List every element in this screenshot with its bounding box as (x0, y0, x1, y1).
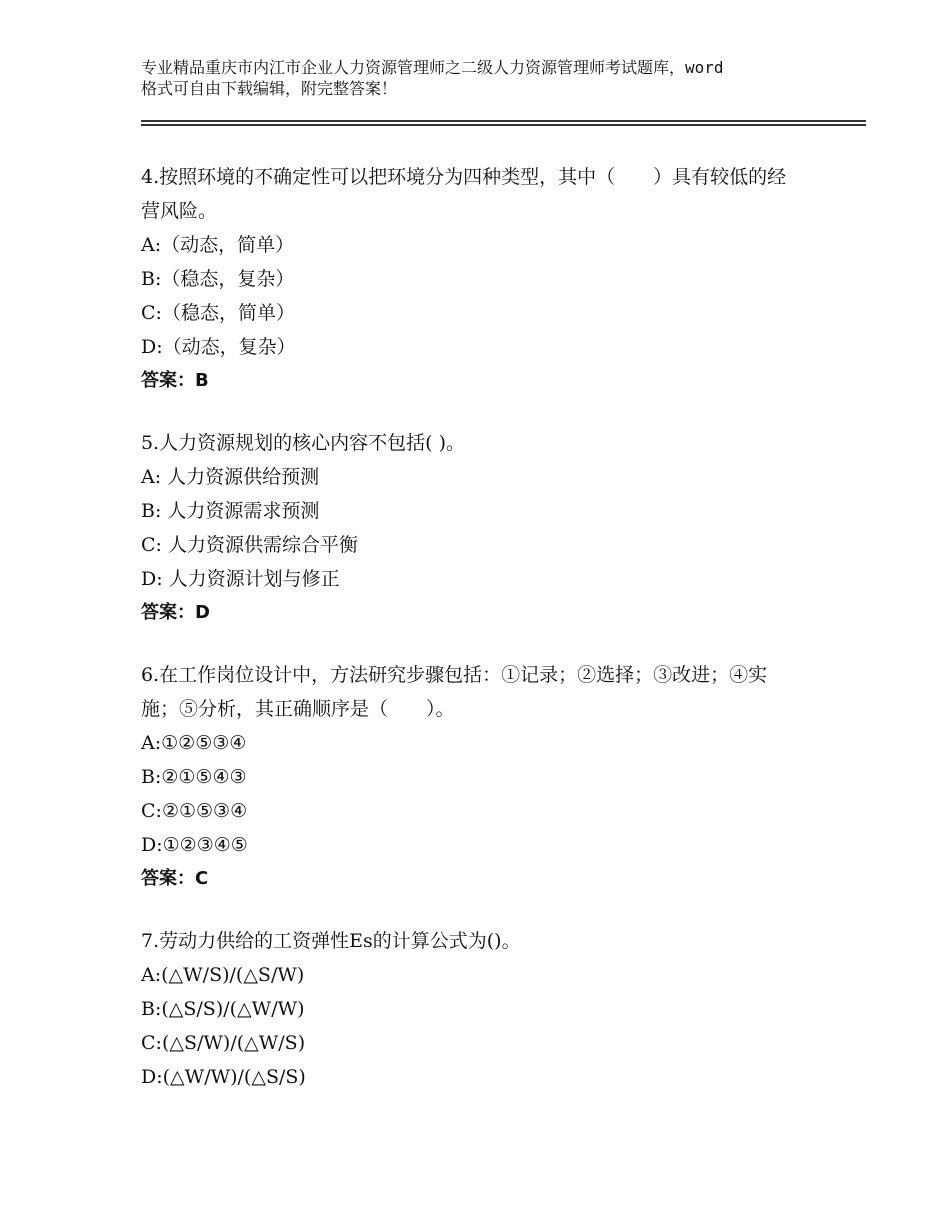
question-6 (141, 658, 801, 896)
option-b: B:(△S/S)/(△W/W) (141, 998, 305, 1020)
option-b: B:②①⑤④③ (141, 766, 247, 788)
option-b: B:（稳态，复杂） (141, 268, 295, 290)
option-c: C:（稳态，简单） (141, 302, 295, 324)
option-a: A:①②⑤③④ (141, 732, 247, 754)
header-line-2: 格式可自由下载编辑，附完整答案！ (141, 79, 398, 98)
question-5 (141, 426, 801, 630)
answer: 答案：B (141, 370, 209, 391)
option-d: D: 人力资源计划与修正 (141, 568, 340, 590)
question-list (141, 160, 801, 1122)
question-stem: 6.在工作岗位设计中，方法研究步骤包括：①记录；②选择；③改进；④实施；⑤分析，其正确顺序是（ ）。 (141, 664, 768, 720)
header-divider (141, 120, 866, 126)
option-c: C:(△S/W)/(△W/S) (141, 1032, 306, 1054)
question-stem: 5.人力资源规划的核心内容不包括( )。 (141, 432, 465, 454)
option-d: D:①②③④⑤ (141, 834, 248, 856)
option-a: A:(△W/S)/(△S/W) (141, 964, 305, 986)
header-line-1: 专业精品重庆市内江市企业人力资源管理师之二级人力资源管理师考试题库，word (141, 58, 724, 77)
question-7 (141, 924, 801, 1094)
option-a: A:（动态，简单） (141, 234, 295, 256)
question-stem: 7.劳动力供给的工资弹性Es的计算公式为()。 (141, 930, 521, 952)
document-header (141, 57, 831, 99)
option-a: A: 人力资源供给预测 (141, 466, 320, 488)
option-b: B: 人力资源需求预测 (141, 500, 320, 522)
answer: 答案：D (141, 602, 210, 623)
option-c: C: 人力资源供需综合平衡 (141, 534, 358, 556)
question-4 (141, 160, 801, 398)
option-d: D:（动态，复杂） (141, 336, 296, 358)
answer: 答案：C (141, 868, 209, 889)
question-stem: 4.按照环境的不确定性可以把环境分为四种类型，其中（ ）具有较低的经营风险。 (141, 166, 787, 222)
option-c: C:②①⑤③④ (141, 800, 248, 822)
option-d: D:(△W/W)/(△S/S) (141, 1066, 306, 1088)
